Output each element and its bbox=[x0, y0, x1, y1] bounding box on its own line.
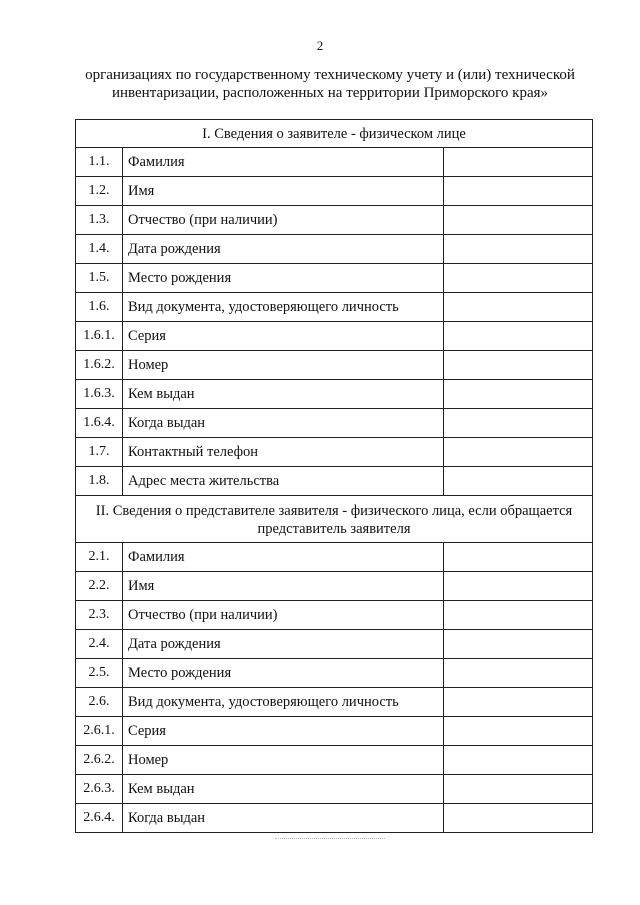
section-header-applicant bbox=[76, 120, 593, 148]
row-label: Серия bbox=[123, 717, 444, 746]
row-label: Дата рождения bbox=[123, 630, 444, 659]
row-value-field[interactable] bbox=[444, 688, 593, 717]
row-number: 2.6.1. bbox=[76, 717, 123, 746]
row-value-field[interactable] bbox=[444, 177, 593, 206]
row-number: 1.6.4. bbox=[76, 409, 123, 438]
form-row bbox=[76, 543, 593, 572]
section-title: I. Сведения о заявителе - физическом лице bbox=[76, 120, 593, 148]
form-row bbox=[76, 467, 593, 496]
footer-divider bbox=[275, 838, 385, 839]
form-row bbox=[76, 601, 593, 630]
row-label: Номер bbox=[123, 746, 444, 775]
row-value-field[interactable] bbox=[444, 206, 593, 235]
section-header-representative bbox=[76, 496, 593, 543]
row-label: Отчество (при наличии) bbox=[123, 206, 444, 235]
section-title bbox=[76, 496, 593, 543]
row-label: Кем выдан bbox=[123, 380, 444, 409]
row-number: 2.2. bbox=[76, 572, 123, 601]
row-number: 1.4. bbox=[76, 235, 123, 264]
form-row bbox=[76, 746, 593, 775]
row-label: Номер bbox=[123, 351, 444, 380]
row-label: Вид документа, удостоверяющего личность bbox=[123, 293, 444, 322]
row-label: Имя bbox=[123, 177, 444, 206]
form-row bbox=[76, 293, 593, 322]
row-value-field[interactable] bbox=[444, 630, 593, 659]
row-label: Место рождения bbox=[123, 659, 444, 688]
row-value-field[interactable] bbox=[444, 804, 593, 833]
row-label: Фамилия bbox=[123, 148, 444, 177]
form-row bbox=[76, 264, 593, 293]
row-value-field[interactable] bbox=[444, 438, 593, 467]
row-number: 1.7. bbox=[76, 438, 123, 467]
form-row bbox=[76, 688, 593, 717]
row-value-field[interactable] bbox=[444, 717, 593, 746]
row-number: 1.3. bbox=[76, 206, 123, 235]
form-row bbox=[76, 438, 593, 467]
row-number: 1.6.2. bbox=[76, 351, 123, 380]
row-number: 1.5. bbox=[76, 264, 123, 293]
row-label: Когда выдан bbox=[123, 409, 444, 438]
row-label: Серия bbox=[123, 322, 444, 351]
row-value-field[interactable] bbox=[444, 322, 593, 351]
form-row bbox=[76, 206, 593, 235]
row-label: Кем выдан bbox=[123, 775, 444, 804]
row-value-field[interactable] bbox=[444, 659, 593, 688]
applicant-form-table bbox=[75, 119, 593, 833]
row-value-field[interactable] bbox=[444, 409, 593, 438]
row-number: 1.2. bbox=[76, 177, 123, 206]
row-value-field[interactable] bbox=[444, 601, 593, 630]
row-label: Дата рождения bbox=[123, 235, 444, 264]
form-row bbox=[76, 380, 593, 409]
row-number: 2.6.2. bbox=[76, 746, 123, 775]
row-label: Отчество (при наличии) bbox=[123, 601, 444, 630]
document-intro bbox=[60, 66, 600, 102]
form-row bbox=[76, 148, 593, 177]
row-number: 2.5. bbox=[76, 659, 123, 688]
row-value-field[interactable] bbox=[444, 746, 593, 775]
row-number: 2.6.3. bbox=[76, 775, 123, 804]
form-row bbox=[76, 177, 593, 206]
row-value-field[interactable] bbox=[444, 148, 593, 177]
row-number: 2.3. bbox=[76, 601, 123, 630]
row-number: 1.8. bbox=[76, 467, 123, 496]
row-number: 1.1. bbox=[76, 148, 123, 177]
form-row bbox=[76, 322, 593, 351]
row-value-field[interactable] bbox=[444, 775, 593, 804]
row-number: 2.4. bbox=[76, 630, 123, 659]
row-value-field[interactable] bbox=[444, 572, 593, 601]
intro-line: инвентаризации, расположенных на территории Приморского края» bbox=[111, 85, 549, 101]
section-title-line: представитель заявителя bbox=[257, 520, 411, 537]
form-row bbox=[76, 717, 593, 746]
row-label: Когда выдан bbox=[123, 804, 444, 833]
form-row bbox=[76, 235, 593, 264]
form-row bbox=[76, 804, 593, 833]
row-label: Фамилия bbox=[123, 543, 444, 572]
row-label: Имя bbox=[123, 572, 444, 601]
row-number: 1.6.3. bbox=[76, 380, 123, 409]
row-number: 1.6. bbox=[76, 293, 123, 322]
row-label: Вид документа, удостоверяющего личность bbox=[123, 688, 444, 717]
row-label: Место рождения bbox=[123, 264, 444, 293]
row-number: 2.6. bbox=[76, 688, 123, 717]
row-value-field[interactable] bbox=[444, 235, 593, 264]
form-row bbox=[76, 351, 593, 380]
form-body bbox=[76, 120, 593, 833]
page-number: 2 bbox=[316, 38, 324, 53]
row-value-field[interactable] bbox=[444, 264, 593, 293]
row-value-field[interactable] bbox=[444, 543, 593, 572]
row-label: Контактный телефон bbox=[123, 438, 444, 467]
section-title-line: II. Сведения о представителе заявителя - физического лица, если обращается bbox=[95, 502, 573, 519]
form-row bbox=[76, 630, 593, 659]
row-label: Адрес места жительства bbox=[123, 467, 444, 496]
form-row bbox=[76, 659, 593, 688]
row-value-field[interactable] bbox=[444, 467, 593, 496]
row-value-field[interactable] bbox=[444, 351, 593, 380]
row-number: 2.1. bbox=[76, 543, 123, 572]
row-value-field[interactable] bbox=[444, 380, 593, 409]
row-number: 2.6.4. bbox=[76, 804, 123, 833]
row-number: 1.6.1. bbox=[76, 322, 123, 351]
form-row bbox=[76, 775, 593, 804]
row-value-field[interactable] bbox=[444, 293, 593, 322]
form-row bbox=[76, 409, 593, 438]
intro-line: организациях по государственному техническому учету и (или) технической bbox=[85, 67, 575, 83]
form-row bbox=[76, 572, 593, 601]
